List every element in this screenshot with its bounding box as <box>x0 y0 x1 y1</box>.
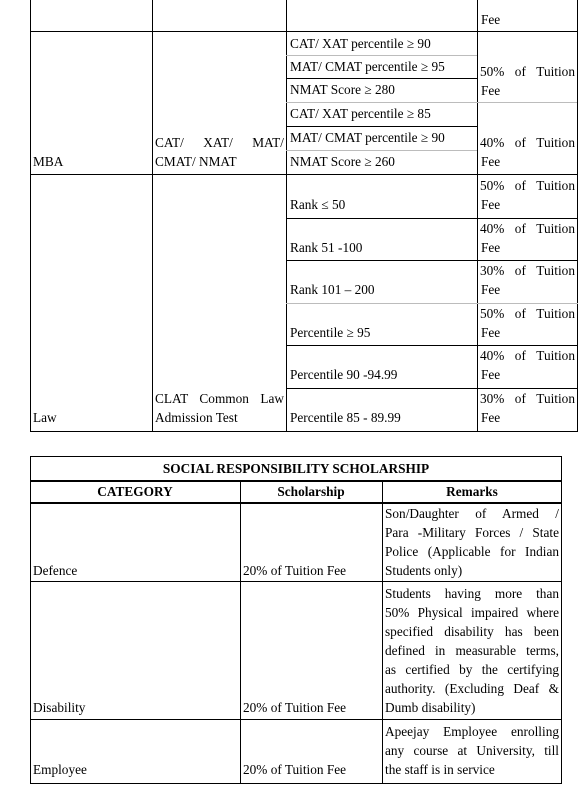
scholarship-pct: 50% <box>480 306 505 321</box>
scholarship-pct: 40% <box>480 221 505 236</box>
scholarship-pct: 40% <box>480 135 505 150</box>
criterion: Percentile 90 -94.99 <box>290 367 398 382</box>
scholarship-tuition: Tuition <box>536 178 575 193</box>
scholarship-tuition: Tuition <box>536 135 575 150</box>
header-category: CATEGORY <box>97 484 173 499</box>
scholarship-tuition: Tuition <box>536 348 575 363</box>
table-bottom-border <box>30 783 562 784</box>
criterion: NMAT Score ≥ 260 <box>290 154 395 169</box>
scholarship-fee: Fee <box>481 410 501 425</box>
criterion-divider <box>286 78 477 79</box>
criterion-divider <box>286 102 477 103</box>
criterion: Rank ≤ 50 <box>290 197 346 212</box>
criterion-divider <box>286 126 477 127</box>
scholarship-value: 20% of Tuition Fee <box>243 700 347 715</box>
remarks-line: Dumb disability) <box>385 700 476 715</box>
remarks-line: Police (Applicable for Indian <box>385 544 559 559</box>
scholarship-divider <box>477 102 577 103</box>
table-border-right <box>577 0 578 432</box>
scholarship-value: 20% of Tuition Fee <box>243 563 347 578</box>
exam-name-line: Admission Test <box>155 410 238 425</box>
scholarship-of: of <box>514 263 526 278</box>
criterion: Percentile 85 - 89.99 <box>290 410 401 425</box>
remarks-line: the staff is in service <box>385 762 495 777</box>
exam-name-line: CAT/ XAT/ MAT/ <box>155 135 284 150</box>
scholarship-of: of <box>514 348 526 363</box>
header-remarks: Remarks <box>446 484 498 499</box>
course-name: MBA <box>33 154 64 169</box>
remarks-line: 50% Physical impaired where <box>385 605 559 620</box>
scholarship-tuition: Tuition <box>536 64 575 79</box>
table-border-left <box>30 456 31 784</box>
category-disability: Disability <box>33 700 86 715</box>
scholarship-of: of <box>514 221 526 236</box>
scholarship-of: of <box>514 135 526 150</box>
course-name: Law <box>33 410 57 425</box>
criterion-divider <box>286 55 477 56</box>
table-border-col3 <box>477 0 478 432</box>
remarks-line: as certified by the certifying <box>385 662 559 677</box>
table-border-col1 <box>152 0 153 432</box>
header-scholarship: Scholarship <box>277 484 345 499</box>
scholarship-tuition: Tuition <box>536 306 575 321</box>
table-border-col1 <box>240 482 241 784</box>
exam-name-line: CMAT/ NMAT <box>155 154 237 169</box>
scholarship-fee: Fee <box>481 83 501 98</box>
scholarship-value <box>480 389 575 408</box>
row-divider <box>30 581 562 582</box>
table-bottom-border <box>30 431 578 432</box>
scholarship-pct: 50% <box>480 178 505 193</box>
criterion: CAT/ XAT percentile ≥ 90 <box>290 36 431 51</box>
scholarship-value <box>480 346 575 365</box>
scholarship-value <box>480 304 575 323</box>
criterion: MAT/ CMAT percentile ≥ 95 <box>290 59 445 74</box>
table-border-col2 <box>286 0 287 432</box>
scholarship-fee: Fee <box>481 240 501 255</box>
criterion: Rank 51 -100 <box>290 240 363 255</box>
criterion: MAT/ CMAT percentile ≥ 90 <box>290 130 445 145</box>
scholarship-pct: 50% <box>480 64 505 79</box>
table-border-left <box>30 0 31 432</box>
scholarship-tuition: Tuition <box>536 263 575 278</box>
criterion: Rank 101 – 200 <box>290 282 375 297</box>
remarks-line: Apeejay Employee enrolling <box>385 724 559 739</box>
scholarship-value <box>480 176 575 195</box>
exam-name-line: CLAT Common Law <box>155 391 284 406</box>
scholarship-pct: 30% <box>480 263 505 278</box>
scholarship-of: of <box>514 178 526 193</box>
row-divider <box>30 174 578 175</box>
scholarship-value <box>480 261 575 280</box>
remarks-line: Para -Military Forces / State <box>385 525 559 540</box>
table-title: SOCIAL RESPONSIBILITY SCHOLARSHIP <box>162 461 430 476</box>
scholarship-pct: 40% <box>480 348 505 363</box>
scholarship-of: of <box>514 391 526 406</box>
scholarship-value <box>480 219 575 238</box>
criterion: NMAT Score ≥ 280 <box>290 82 395 97</box>
table-border-right <box>561 456 562 784</box>
remarks-line: Students having more than <box>385 586 559 601</box>
scholarship-fee: Fee <box>481 154 501 169</box>
fee-text: Fee <box>481 12 501 27</box>
table-title-cell <box>30 456 562 480</box>
scholarship-fee: Fee <box>481 367 501 382</box>
row-divider <box>30 719 562 720</box>
category-defence: Defence <box>33 563 78 578</box>
table-border-col2 <box>382 482 383 784</box>
scholarship-of: of <box>514 64 526 79</box>
remarks-line: defined in measurable terms, <box>385 643 559 658</box>
criterion-divider <box>286 150 477 151</box>
row-divider <box>30 31 578 32</box>
scholarship-of: of <box>514 306 526 321</box>
scholarship-fee: Fee <box>481 325 501 340</box>
scholarship-tuition: Tuition <box>536 391 575 406</box>
scholarship-value <box>480 133 575 152</box>
remarks-line: Students only) <box>385 563 463 578</box>
category-employee: Employee <box>33 762 87 777</box>
scholarship-fee: Fee <box>481 197 501 212</box>
criterion: CAT/ XAT percentile ≥ 85 <box>290 106 431 121</box>
scholarship-value: 20% of Tuition Fee <box>243 762 347 777</box>
scholarship-fee: Fee <box>481 282 501 297</box>
remarks-line: specified disability has been <box>385 624 559 639</box>
criterion: Percentile ≥ 95 <box>290 325 371 340</box>
remarks-line: any course at University, till <box>385 743 559 758</box>
remarks-line: authority. (Excluding Deaf & <box>385 681 559 696</box>
remarks-line: Son/Daughter of Armed / <box>385 506 559 521</box>
scholarship-pct: 30% <box>480 391 505 406</box>
scholarship-value <box>480 62 575 81</box>
scholarship-tuition: Tuition <box>536 221 575 236</box>
